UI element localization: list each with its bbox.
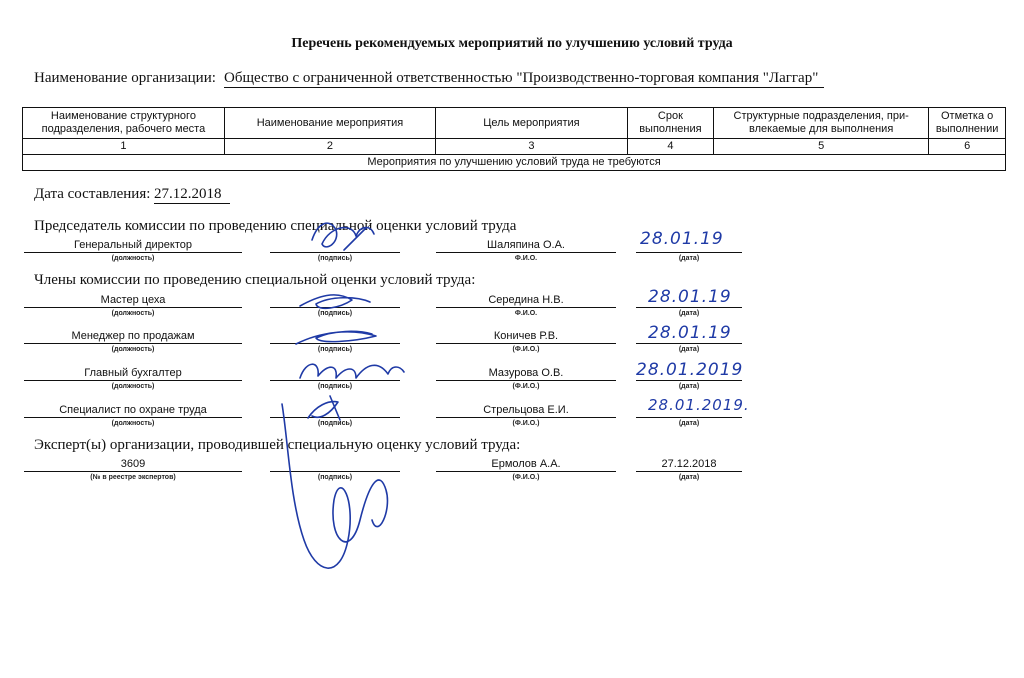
- caption-signature: (подпись): [317, 474, 353, 481]
- member-signature-2: [296, 331, 376, 344]
- chairman-handwritten-date: 28.01.19: [640, 229, 724, 249]
- number-cell: 3: [436, 139, 628, 155]
- header-cell: Наименование структурного подразделения, рабочего места: [23, 108, 225, 139]
- member-handwritten-date: 28.01.2019.: [648, 396, 750, 414]
- caption-name: (Ф.И.О.): [512, 383, 540, 390]
- caption-date: (дата): [678, 255, 700, 262]
- caption-name: Ф.И.О.: [514, 255, 538, 262]
- chairman-position: Генеральный директор: [24, 238, 242, 253]
- member-signature-1: [300, 295, 370, 308]
- caption-name: Ф.И.О.: [514, 310, 538, 317]
- chairman-heading: Председатель комиссии по проведению специальной оценки условий труда: [34, 218, 517, 234]
- members-heading: Члены комиссии по проведению специальной оценки условий труда:: [34, 272, 476, 288]
- member-signature-3: [300, 364, 404, 378]
- number-cell: 1: [23, 139, 225, 155]
- expert-heading: Эксперт(ы) организации, проводившей специальную оценку условий труда:: [34, 437, 521, 453]
- number-cell: 4: [627, 139, 713, 155]
- org-name: Общество с ограниченной ответственностью "Производственно-торговая компания "Лаггар": [224, 70, 824, 88]
- member-position: Мастер цеха: [24, 293, 242, 308]
- member-signature-4: [308, 396, 340, 420]
- member-name: Мазурова О.В.: [436, 366, 616, 381]
- member-name: Стрельцова Е.И.: [436, 403, 616, 418]
- caption-signature: (подпись): [317, 310, 353, 317]
- org-label: Наименование организации:: [34, 70, 216, 86]
- header-cell: Отметка о выполнении: [929, 108, 1006, 139]
- caption-position: (должность): [111, 346, 155, 353]
- no-measures-cell: Мероприятия по улучшению условий труда не требуются: [23, 155, 1006, 171]
- member-name: Середина Н.В.: [436, 293, 616, 308]
- member-position: Главный бухгалтер: [24, 366, 242, 381]
- expert-name: Ермолов А.А.: [436, 457, 616, 472]
- member-position: Специалист по охране труда: [24, 403, 242, 418]
- header-cell: Наименование мероприятия: [224, 108, 435, 139]
- caption-position: (должность): [111, 420, 155, 427]
- caption-date: (дата): [678, 383, 700, 390]
- caption-position: (должность): [111, 310, 155, 317]
- number-cell: 2: [224, 139, 435, 155]
- number-cell: 5: [714, 139, 929, 155]
- caption-position: (должность): [111, 383, 155, 390]
- member-handwritten-date: 28.01.19: [648, 323, 732, 343]
- member-handwritten-date: 28.01.2019: [636, 360, 744, 380]
- compiled-date-label: Дата составления:: [34, 186, 151, 202]
- caption-signature: (подпись): [317, 420, 353, 427]
- member-name: Коничев Р.В.: [436, 329, 616, 344]
- header-cell: Цель мероприятия: [436, 108, 628, 139]
- member-position: Менеджер по продажам: [24, 329, 242, 344]
- member-handwritten-date: 28.01.19: [648, 287, 732, 307]
- caption-name: (Ф.И.О.): [512, 346, 540, 353]
- caption-position: (должность): [111, 255, 155, 262]
- caption-date: (дата): [678, 420, 700, 427]
- caption-date: (дата): [678, 346, 700, 353]
- caption-signature: (подпись): [317, 383, 353, 390]
- caption-date: (дата): [678, 310, 700, 317]
- expert-registry-number: 3609: [24, 457, 242, 472]
- number-cell: 6: [929, 139, 1006, 155]
- chairman-name: Шаляпина О.А.: [436, 238, 616, 253]
- caption-signature: (подпись): [317, 346, 353, 353]
- expert-signature: [282, 404, 387, 568]
- expert-date: 27.12.2018: [636, 457, 742, 472]
- header-cell: Срок выполнения: [627, 108, 713, 139]
- caption-name: (Ф.И.О.): [512, 474, 540, 481]
- chairman-signature: [312, 223, 374, 250]
- caption-name: (Ф.И.О.): [512, 420, 540, 427]
- header-cell: Структурные подразделения, при-влекаемые для выполнения: [714, 108, 929, 139]
- caption-date: (дата): [678, 474, 700, 481]
- compiled-date-value: 27.12.2018: [154, 186, 230, 204]
- document-title: Перечень рекомендуемых мероприятий по улучшению условий труда: [291, 36, 733, 51]
- caption-signature: (подпись): [317, 255, 353, 262]
- caption-registry: (№ в реестре экспертов): [90, 474, 176, 481]
